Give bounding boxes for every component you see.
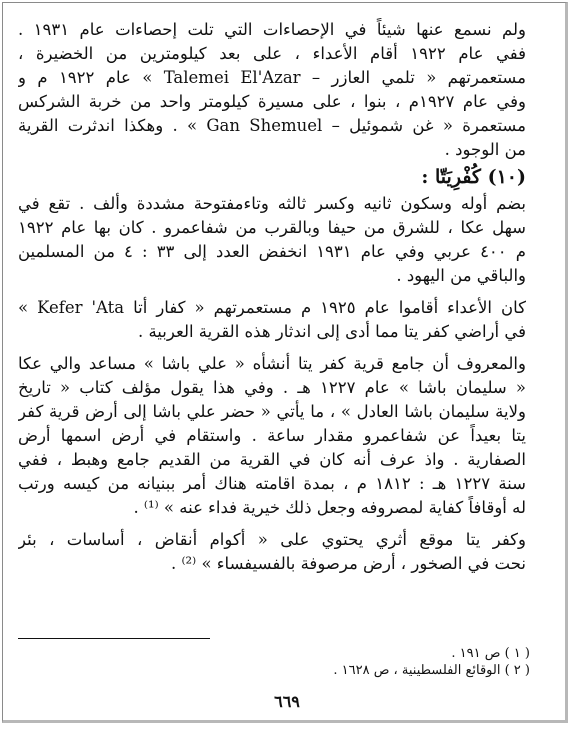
text-line: مستعمرة « غن شموئيل – Gan Shemuel » . وهكذا اندثرت القرية [18, 116, 526, 135]
text-line: ولاية سليمان باشا العادل » ، ما يأتي « حضر علي باشا إلى أرض قرية كفر [18, 402, 526, 421]
paragraph-description [18, 192, 526, 288]
paragraph-gap [18, 520, 526, 528]
text-line: ولم نسمع عنها شيئاً في الإحصاءات التي تلت إحصاءات عام ١٩٣١ . [18, 20, 526, 39]
section-heading: (١٠) كُفْرِيَتّا : [421, 166, 526, 188]
footnote-2: ( ٢ ) الوقائع الفلسطينية ، ص ١٦٢٨ . [333, 663, 530, 678]
text-line: والباقي من اليهود . [396, 266, 526, 285]
text-line: وكفر يتا موقع أثري يحتوي على « أكوام أنقاض ، أساسات ، بئر [18, 530, 526, 549]
text-line: نحت في الصخور ، أرض مرصوفة بالفسيفساء » ⁽²⁾ . [170, 554, 526, 573]
text-line: ففي عام ١٩٢٢ أقام الأعداء ، على بعد كيلومترين من الخضيرة ، [18, 44, 526, 63]
text-line: من الوجود . [444, 140, 526, 159]
text-line: سنة ١٢٢٧ هـ : ١٨١٢ م ، بمدة اقامته هناك أمر ببنيانه من كيسه ورتب [18, 474, 526, 493]
text-line: الصفارية . واذ عرف أنه كان في القرية من القديم جامع وهبط ، ففي [18, 450, 526, 469]
footnote-1: ( ١ ) ص ١٩١ . [451, 646, 530, 661]
text-line: م ٤٠٠ عربي وفي عام ١٩٣١ انخفض العدد إلى ٣٣ : ٤ من المسلمين [18, 242, 526, 261]
paragraph-mosque [18, 352, 526, 520]
paragraph-intro [18, 18, 526, 162]
paragraph-gap [18, 344, 526, 352]
paragraph-gap [18, 288, 526, 296]
text-line: في أراضي كفر يتا مما أدى إلى اندثار هذه القرية العربية . [137, 322, 526, 341]
text-line: وفي عام ١٩٢٧م ، بنوا ، على مسيرة كيلومتر واحد من خربة الشركس [18, 92, 526, 111]
text-line: كان الأعداء أقاموا عام ١٩٢٥ م مستعمرتهم « كفار أتا Kefer 'Ata » [18, 298, 526, 317]
page-number: ٦٦٩ [274, 692, 300, 711]
text-line: مستعمرتهم « تلمي العازر – Talemei El'Azar » عام ١٩٢٢ م و [18, 68, 526, 87]
paragraph-settlement [18, 296, 526, 344]
text-line: يتا بعيداً عن شفاعمرو مقدار ساعة . واستقام في أرض اسمها أرض [18, 426, 526, 445]
paragraph-archaeology [18, 528, 526, 576]
text-line: بضم أوله وسكون ثانيه وكسر ثالثه وتاءمفتوحة مشددة وألف . تقع في [18, 194, 526, 213]
text-line: سهل عكا ، للشرق من حيفا وبالقرب من شفاعمرو . كان بها عام ١٩٢٢ [18, 218, 526, 237]
document-page [18, 18, 526, 576]
text-line: « سليمان باشا » عام ١٢٢٧ هـ . وفي هذا يقول مؤلف كتاب « تاريخ [18, 378, 526, 397]
text-line: له أوقافاً كفاية لمصروفه وجعل ذلك خيرية فداء عنه » ⁽¹⁾ . [133, 498, 526, 517]
text-line: والمعروف أن جامع قرية كفر يتا أنشأه « علي باشا » مساعد والي عكا [18, 354, 526, 373]
footnote-separator [18, 638, 210, 639]
